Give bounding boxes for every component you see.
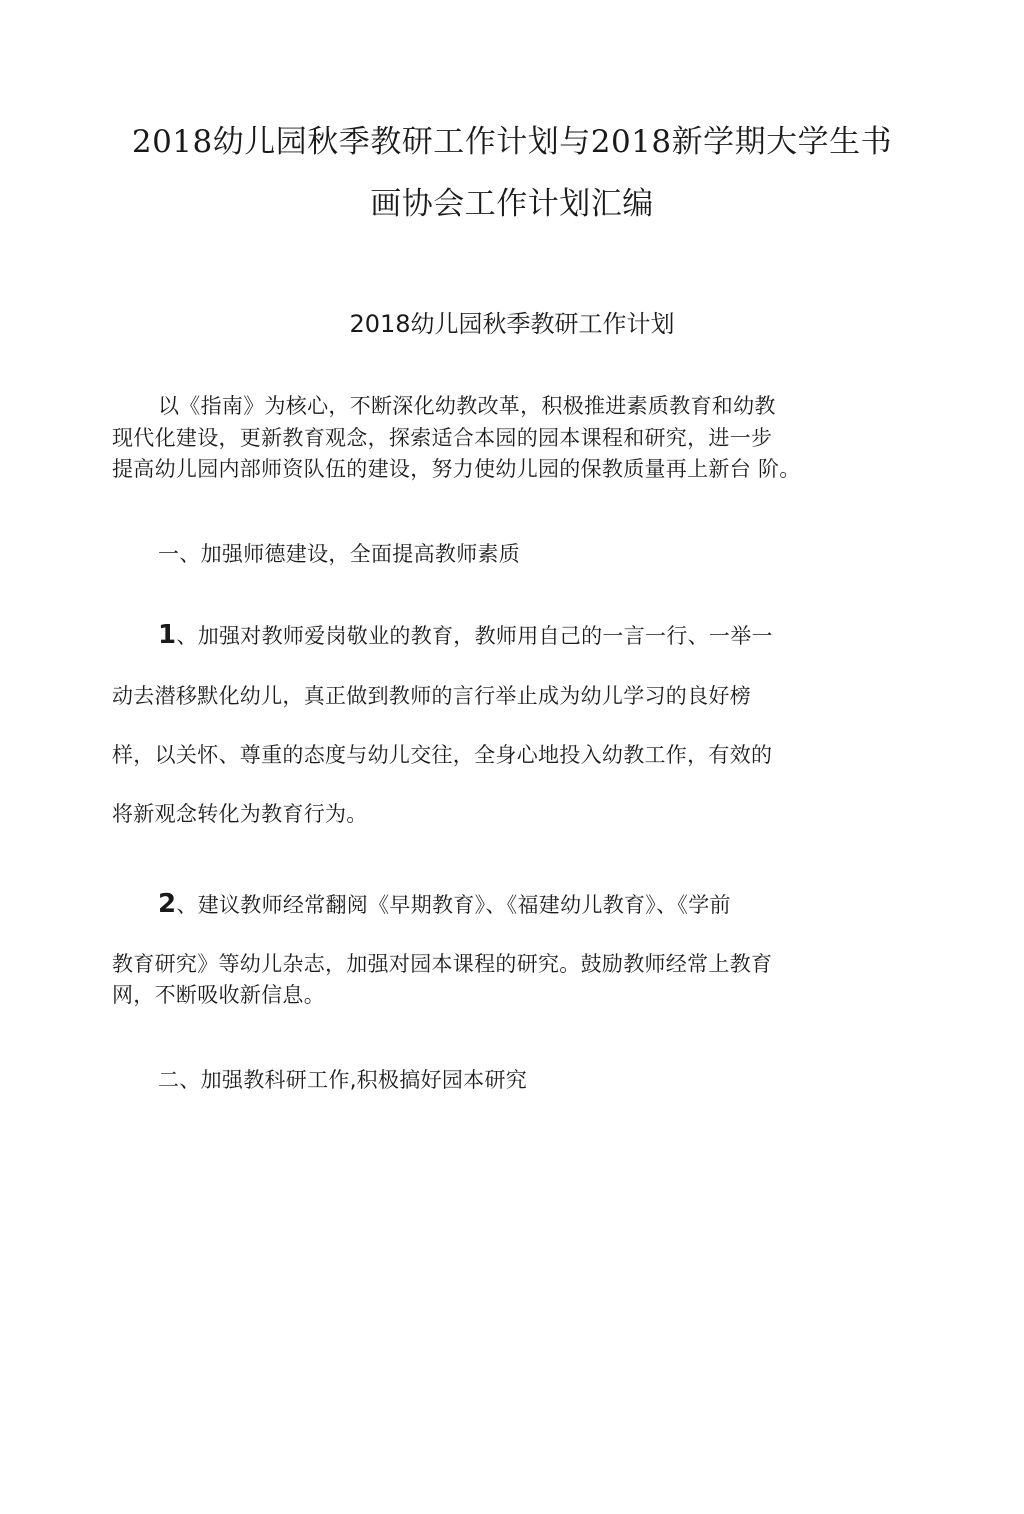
intro-line-3: 提高幼儿园内部师资队伍的建设，努力使幼儿园的保教质量再上新台 阶。 (112, 457, 801, 481)
item-2-line-1: 、建议教师经常翻阅《早期教育》、《福建幼儿教育》、《学前 (176, 893, 731, 917)
item-number-2: 2 (158, 889, 177, 919)
item-2-line-2: 教育研究》等幼儿杂志，加强对园本课程的研究。鼓励教师经常上教育 (112, 952, 773, 976)
section-heading-2: 二、加强教科研工作,积极搞好园本研究 (158, 1068, 528, 1092)
item-1-line-2: 动去潜移默化幼儿，真正做到教师的言行举止成为幼儿学习的良好榜 (112, 684, 751, 708)
section-subtitle: 2018幼儿园秋季教研工作计划 (349, 310, 675, 338)
item-2-first-line (158, 889, 731, 919)
item-1-line-4: 将新观念转化为教育行为。 (112, 802, 368, 826)
item-2-line-3: 网，不断吸收新信息。 (112, 983, 325, 1007)
intro-line-1: 以《指南》为核心，不断深化幼教改革，积极推进素质教育和幼教 (158, 394, 776, 418)
section-heading-1: 一、加强师德建设，全面提高教师素质 (158, 542, 521, 566)
item-1-first-line (158, 620, 773, 650)
document-title-line1: 2018幼儿园秋季教研工作计划与2018新学期大学生书 (131, 124, 893, 160)
intro-line-2: 现代化建设，更新教育观念，探索适合本园的园本课程和研究，进一步 (112, 426, 773, 450)
document-title-line2: 画协会工作计划汇编 (370, 186, 654, 222)
item-1-line-1: 、加强对教师爱岗敬业的教育，教师用自己的一言一行、一举一 (176, 624, 773, 648)
item-1-line-3: 样，以关怀、尊重的态度与幼儿交往，全身心地投入幼教工作，有效的 (112, 743, 773, 767)
item-number-1: 1 (158, 620, 177, 650)
